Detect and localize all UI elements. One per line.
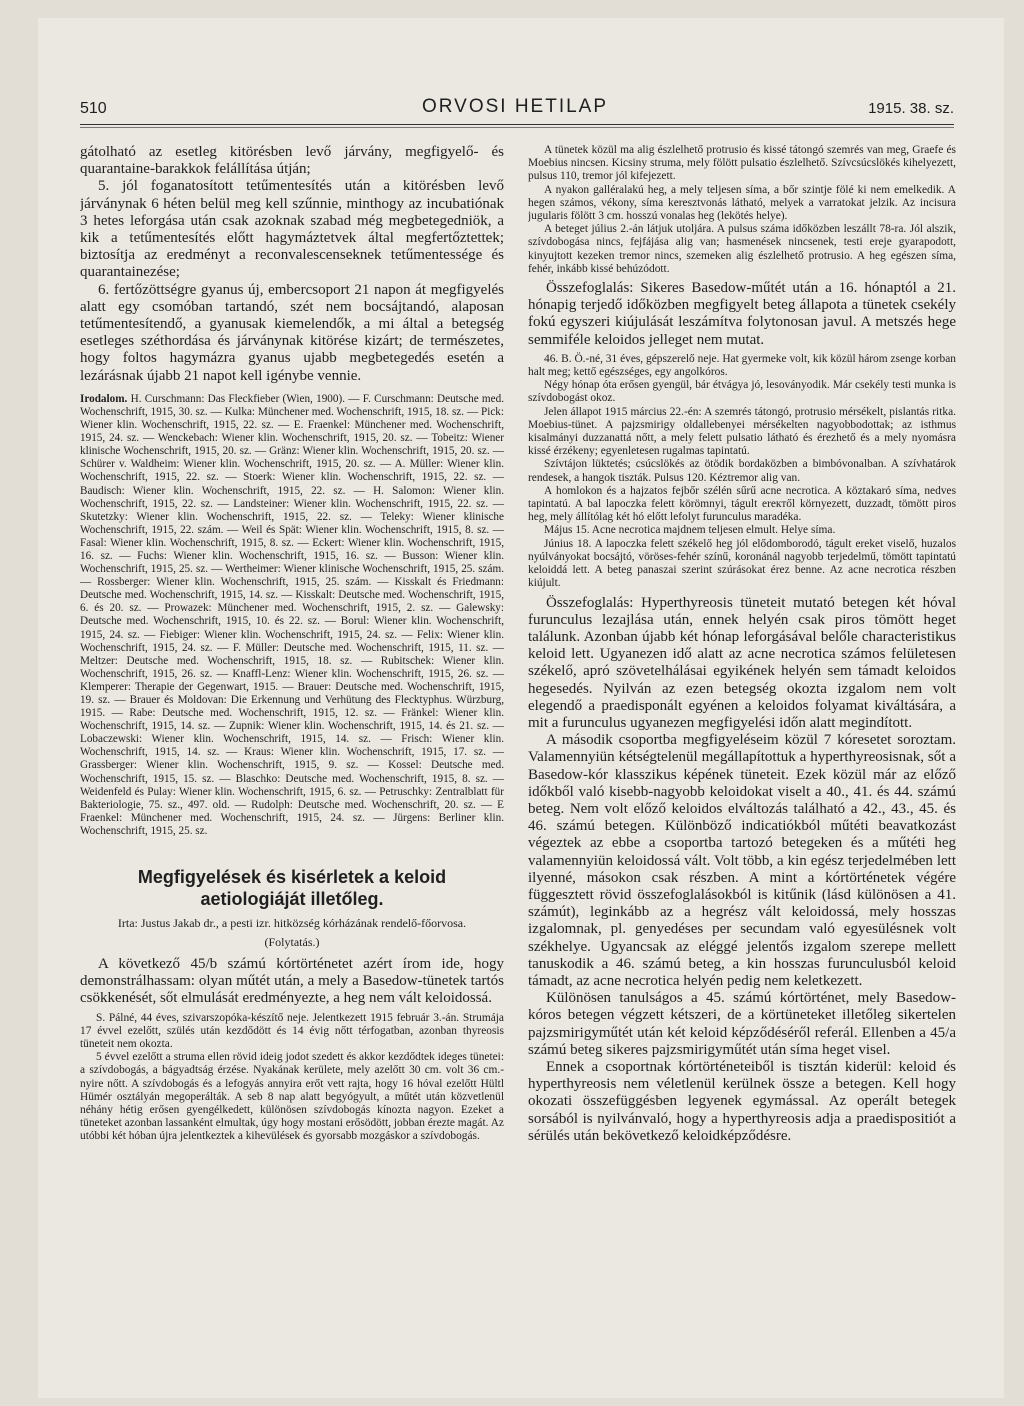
article-title-line: aetiologiáját illetőleg. (200, 889, 384, 910)
left-column (80, 144, 504, 1384)
case-paragraph: A nyakon galléralakú heg, a mely teljesen síma, a bőr szintje fölé ki nem emelkedik. A hegen számos, vékony, síma keresztvonás látható, melyek a varratokat jelzik. Az incisura jugularis fölött 3 cm. hosszú vonalas heg (lekötés helye). (528, 183, 956, 223)
paragraph: gátolható az esetleg kitörésben levő járvány, megfigyelő- és quarantaine-barakkok felállítása útján; (80, 144, 504, 178)
case-paragraph: Június 18. A lapoczka felett székelő heg jól elődomborodó, tágult ereket viselő, huzalos nyúlványokat bocsájtó, vöröses-fehér színű, koronánál nagyobb terjedelmű, tömött tapintatú keloiddá lett. A beteg panaszai szerint szúrásokat érez benne. Az acne necrotica részben kiújult. (528, 537, 956, 590)
paragraph: 5. jól foganatosított tetűmentesítés után a kitörésben levő járványnak 6 héten belül meg kell szűnnie, minthogy az incubatiónak 3 hetes leforgása után csak azoknak szabad még megbetegedniök, a kik a tetűmentesítés előtt hagymáztetvek által megfertőztettek; biztosítja az eredményt a reconvalescenseknek tetűmentessége és quarantainezése; (80, 178, 504, 281)
summary-paragraph: Összefoglalás: Sikeres Basedow-műtét után a 16. hónaptól a 21. hónapig terjedő időközben megfigyelt beteg állapota a tünetek csekély fokú egyszeri kiújulását leszámítva folytonosan javul. A metszés hege semmiféle keloidos jelleget nem mutat. (528, 280, 956, 348)
case-paragraph: Szívtájon lüktetés; csúcslökés az ötödik bordaközben a bimbóvonalban. A szívhatárok rendesek, a hangok tiszták. Pulsus 120. Kéztremor alig van. (528, 458, 956, 484)
case-paragraph: A beteget július 2.-án látjuk utoljára. A pulsus száma időközben leszállt 78-ra. Jól alszik, szívdobogása nincs, fejfájása alig van; hasmenések nincsenek, testi ereje gyarapodott, kinyujtott kezeken tremor nincs, szemeken alig észlelhető protrusio. A heg egészen síma, fehér, inkább kissé behúzódott. (528, 223, 956, 275)
case-paragraph: 5 évvel ezelőtt a struma ellen rövid ideig jodot szedett és akkor kezdődtek ideges tünetei: a szívdobogás, a bágyadtság érzése. Nyakának kerülete, mely azelőtt 30 cm. volt 36 cm.-nyire nőtt. A szívdobogás és a lefogyás annyira erőt vett rajta, hogy 16 hóval ezelőtt Hültl Hümér osztályán megoperálták. A seb 8 nap alatt begyógyult, a műtét után közvetlenül néhány hétig erősen gyengélkedett, különösen szívdobogás kínozta nagyon. Ezeket a tüneteket azonban lassanként elmultak, úgy hogy mostani erősödött, jobban érezte magát. Az utóbbi két hóban újra jelentkeztek a kihevülések és gyorsabb mozgáskor a szívdobogás. (80, 1051, 504, 1143)
references-text: H. Curschmann: Das Fleckfieber (Wien, 1900). — F. Curschmann: Deutsche med. Wochenschrift, 1915, 30. sz. — Kulka: Münchener med. Wochenschrift, 1915, 18. sz. — Pick: Wiener klin. Wochenschrift, 1915, 22. sz. — E. Fraenkel: Münchener med. Wochenschrift, 1915, 24. sz. — Wenckebach: Wiener klin. Wochenschrift, 1915, 20. sz. — Tobeitz: Wiener klinische Wochenschrift, 1915, 20. sz. — Gränz: Wiener klin. Wochenschrift, 1915, 20. sz. — Schürer v. Waldheim: Wiener klin. Wochenschrift, 1915, 20. sz. — A. Müller: Wiener klin. Wochenschrift, 1915, 22. sz. — Stoerk: Wiener klin. Wochenschrift, 1915, 22. sz. — Baudisch: Wiener klin. Wochenschrift, 1915, 22. sz. — H. Salomon: Wiener klin. Wochenschrift, 1915, 22. sz. — Landsteiner: Wiener klin. Wochenschrift, 1915, 22. sz. — Skutetzky: Wiener klin. Wochenschrift, 1915, 22. sz. — Teleky: Wiener klinische Wochenschrift, 1915, 22. szám. — Weil és Spät: Wiener klin. Wochenschrift, 1915, 8. sz. — Fasal: Wiener klin. Wochenschrift, 1915, 8. sz. — Eckert: Wiener klin. Wochenschrift, 1915, 16. sz. — Fuchs: Wiener klin. Wochenschrift, 1915, 16. sz. — Busson: Wiener klin. Wochenschrift, 1915, 25. sz. — Wertheimer: Wiener klinische Wochenschrift, 1915, 25. szám. — Rossberger: Wiener klin. Wochenschrift, 1915, 25. szám. — Kisskalt és Friedmann: Deutsche med. Wochenschrift, 1915, 14. sz. — Kisskalt: Deutsche med. Wochenschrift, 1915, 6. és 20. sz. — Prowazek: Münchener med. Wochenschrift, 1915, 2. sz. — Galewsky: Deutsche med. Wochenschrift, 1915, 10. és 22. sz. — Borul: Wiener klin. Wochenschrift, 1915, 24. sz. — Fiebiger: Wiener klin. Wochenschrift, 1915, 24. sz. — Felix: Wiener klin. Wochenschrift, 1915, 24. sz. — F. Müller: Deutsche med. Wochenschrift, 1915, 11. sz. — Meltzer: Deutsche med. Wochenschrift, 1915, 18. sz. — Rubitschek: Wiener klin. Wochenschrift, 1915, 26. sz. — Knaffl-Lenz: Wiener klin. Wochenschrift, 1915, 26. sz. — Klemperer: Therapie der Gegenwart, 1915. — Brauer: Deutsche med. Wochenschrift, 1915, 19. sz. — Brauer és Moldovan: Die Erkennung und Verhütung des Flecktyphus. Würzburg, 1915. — Rabe: Deutsche med. Wochenschrift, 1915, 12. sz. — Fränkel: Wiener klin. Wochenschrift, 1915, 14. sz. — Zupnik: Wiener klin. Wochenschrift, 1915, 14. és 21. sz. — Lobaczewski: Wiener klin. Wochenschrift, 1915, 14. sz. — Frisch: Wiener klin. Wochenschrift, 1915, 14. sz. — Kraus: Wiener klin. Wochenschrift, 1915, 17. sz. — Grassberger: Wiener klin. Wochenschrift, 1915, 9. sz. — Kossel: Deutsche med. Wochenschrift, 1915, 15. sz. — Blaschko: Deutsche med. Wochenschrift, 1915, 8. sz. — Weidenfeld és Pulay: Wiener klin. Wochenschrift, 1915, 6. sz. — Petruschky: Zentralblatt für Bakteriologie, 75. sz., 497. old. — Rudolph: Deutsche med. Wochenschrift, 20. sz. — E Fraenkel: Münchener med. Wochenschrift, 1915, 24. sz. — Jürgens: Berliner klin. Wochenschrift, 1915, 25. sz. (80, 392, 504, 837)
paragraph: Ennek a csoportnak kórtörténeteiből is tisztán kiderül: keloid és hyperthyreosis nem véletlenül kerülnek össze a betegen. Kell hogy okozati összefüggésben legyenek egymással. Az operált betegek sorsából is nyilvánvaló, hogy a hyperthyreosis adja a praedispositiót a sérülés után bekövetkező keloidképződésre. (528, 1058, 956, 1144)
journal-title: ORVOSI HETILAP (422, 96, 609, 117)
paragraph: Különösen tanulságos a 45. számú kórtörténet, mely Basedow-kóros betegen végzett kétszeri, de a körtüneteket illetőleg sikertelen pajzsmirigyműtét után két keloid képződéséről referál. Ellenben a 45/a számú beteg sikeres pajzsmirigyműtét után síma heget visel. (528, 990, 956, 1058)
page-header (80, 96, 954, 124)
page-number: 510 (80, 100, 107, 117)
case-paragraph: Május 15. Acne necrotica majdnem teljesen elmult. Helye síma. (544, 524, 836, 537)
references (80, 393, 504, 838)
article-byline: Irta: Justus Jakab dr., a pesti izr. hitközség kórházának rendelő-főorvosa. (117, 916, 467, 931)
references-label: Irodalom. (80, 392, 128, 405)
paragraph: 6. fertőzöttségre gyanus új, embercsoport 21 napon át megfigyelés alatt egy csomóban tartandó, szét nem bocsájtandó, alaposan tetűmentesítendő, a gyanusak kiemelendők, a mi által a betegség esetleges széthordása és járványnak kitörése kizárt; de természetes, hogy foltos hagymázra gyanus ujabb megbetegedés esetén a lezárásnak újabb 21 napot kell igénybe vennie. (80, 281, 504, 384)
article-title (80, 866, 504, 910)
case-paragraph: A tünetek közül ma alig észlelhető protrusio és kissé tátongó szemrés van meg, Graefe és Moebius nincsen. Kicsiny struma, mely fölött pulsatio észlelhető. Szívcsúcslökés kihelyezett, pulsus 110, tremor jól kifejezett. (528, 144, 956, 183)
case-paragraph: Jelen állapot 1915 március 22.-én: A szemrés tátongó, protrusio mérsékelt, pislantás ritka. Moebius-tünet. A pajzsmirigy oldallebenyei mérsékelten nagyobbodottak; az isthmus kisalmányi duzzanattá nőtt, a mely felett pulsatio látható és érezhető és a mely nyomásra kissé érzékeny; egyenletesen rugalmas tapintatú. (528, 405, 956, 458)
right-column (528, 144, 956, 1384)
case-paragraph: A homlokon és a hajzatos fejbőr szélén sűrű acne necrotica. A köztakaró síma, nedves tapintatú. A bal lapoczka felett körömnyi, tágult ereктől környezett, duzzadt, tömött piros heg, mely állítólag két hó előtt lefolyt furunculus maradéka. (528, 484, 956, 524)
paragraph: A következő 45/b számú kórtörténetet azért írom ide, hogy demonstrálhassam: olyan műtét után, a mely a Basedow-tünetek tartós csökkenését, sőt elmulását eredményezte, a heg nem vált keloidossá. (80, 956, 504, 1007)
header-rule (80, 124, 954, 125)
continued-note: (Folytatás.) (264, 935, 320, 950)
case-paragraph: 46. B. Ö.-né, 31 éves, gépszerelő neje. Hat gyermeke volt, kik közül három zsenge korban halt meg; kettő egészséges, egy angolkóros. (528, 352, 956, 379)
issue-number: 1915. 38. sz. (868, 100, 954, 117)
case-paragraph: Négy hónap óta erősen gyengül, bár étvágya jó, lesoványodik. Már csekély testi munka is szívdobogást okoz. (528, 379, 956, 405)
header-rule-secondary (80, 127, 954, 128)
article-title-line: Megfigyelések és kisérletek a keloid (137, 867, 447, 888)
paragraph: A második csoportba megfigyeléseim közül 7 kóresetet soroztam. Valamennyiün kétségtelenül megállapítottuk a hyperthyreosisnak, sőt a Basedow-kór klasszikus képének tüneteit. Ezek közül már az előző időkből való kisebb-nagyobb keloidokat viselt a 40., 41. és 44. számú beteg. Nem volt előző keloidos elváltozás található a 42., 43., 45. és 46. számú betegen. Különböző indicatiókból műtéti beavatkozást végeztek az ebbe a csoportba tartozó betegeken és a műtéti heg valamennyiün keloidossá vált. Volt több, a kin egész terjedelmében lett ilyenné, másokon csak részben. A mint a kórtörténetek végére függesztett rövid összefoglalásokból is kitűnik (lásd különösen a 41. számút), leginkább az a hegrész vált keloidossá, mely hosszas izgalomnak, pl. genyedéses per secundam való egyesülésnek volt székhelye. Ugyancsak az eléggé jelentős izgalom szerepe mellett tanuskodik a 46. számú beteg, a kin hosszas furunculusból keloid támadt, az acne necrotica helyén pedig nem keletkezett. (528, 732, 956, 989)
case-paragraph: S. Pálné, 44 éves, szivarszopóka-készítő neje. Jelentkezett 1915 február 3.-án. Strumája 17 évvel ezelőtt, szülés után kezdődött és 14 évig nőtt térfogatban, azonban thyreosis tüneteit nem okozta. (80, 1011, 504, 1051)
summary-paragraph: Összefoglalás: Hyperthyreosis tüneteit mutató betegen két hóval furunculus lezajlása után, ennek helyén csak piros tömött heget találunk. Azonban újabb két hónap leforgásával belőle characteristikus keloid lett. Ugyanezen idő alatt az acne necrotica számos felületesen székelő, apró szövetelhálásai egyikének helyén sem támadt keloidos hegesedés. Nyilván az ezen betegség okozta izgalom nem volt elegendő a praedisponált egyénen a keloidos folyamat kiváltására, a mit a furunculus ugyanezen megfigyelési időn alatt megindított. (528, 594, 956, 731)
